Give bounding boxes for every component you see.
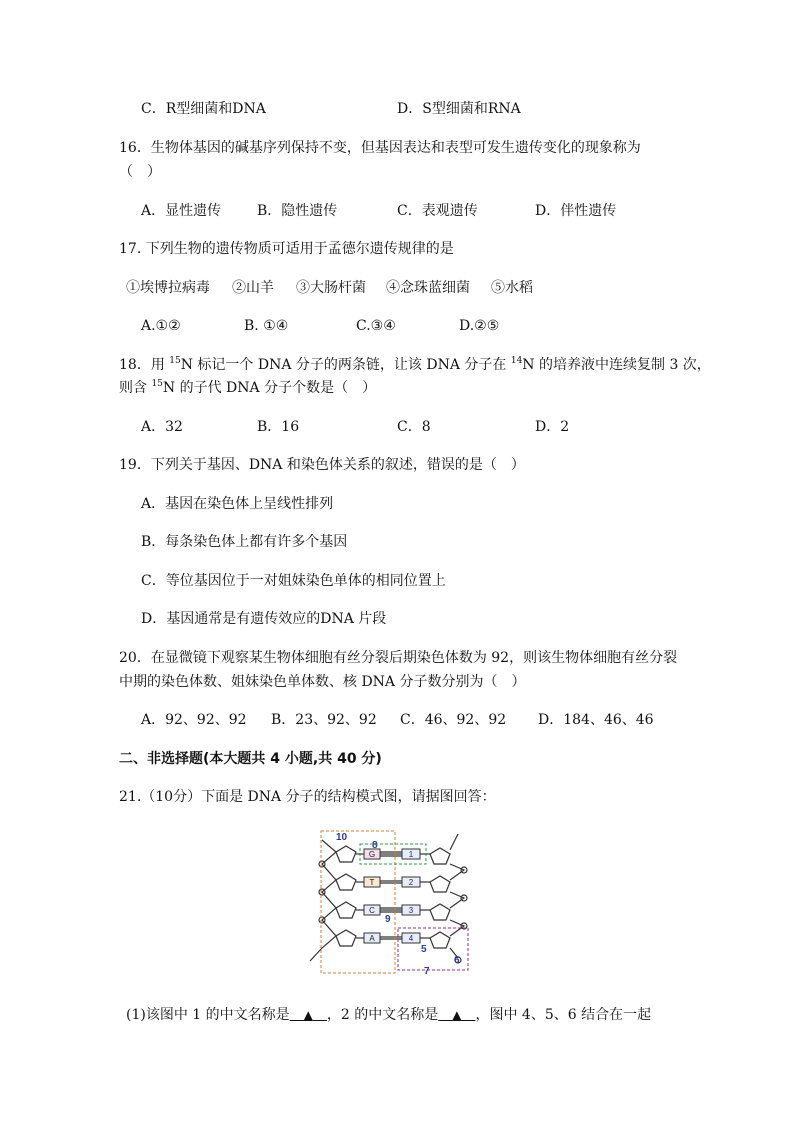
q16-option-d: D．伴性遗传 [535, 203, 617, 219]
q16-option-b: B．隐性遗传 [257, 203, 338, 219]
q20-option-b: B．23、92、92 [271, 712, 377, 728]
q17-item: ②山羊 [232, 280, 274, 296]
q18-stem-line2: 则含 $^{15}$N 的子代 DNA 分子个数是（ ） [119, 379, 377, 396]
q20-stem-line2: 中期的染色体数、姐妹染色单体数、核 DNA 分子数分别为（ ） [119, 674, 526, 690]
base-label-g: G [368, 850, 376, 859]
q15-option-d: D．S型细菌和RNA [397, 101, 521, 117]
q19-option-d: D．基因通常是有遗传效应的DNA 片段 [141, 611, 387, 627]
q19-option-c: C．等位基因位于一对姐妹染色单体的相同位置上 [141, 573, 446, 589]
q17-item: ⑤水稻 [491, 280, 533, 296]
q16-option-c: C．表观遗传 [397, 203, 478, 219]
q20-option-c: C．46、92、92 [400, 712, 507, 728]
q19-stem: 19．下列关于基因、DNA 和染色体关系的叙述，错误的是（ ） [119, 457, 525, 473]
q20-stem-line1: 20．在显微镜下观察某生物体细胞有丝分裂后期染色体数为 92，则该生物体细胞有丝分裂 [119, 650, 678, 666]
q17-option-a: A.①② [141, 318, 181, 334]
q17-item: ④念珠蓝细菌 [386, 280, 470, 296]
q21-stem: 21.（10分）下面是 DNA 分子的结构模式图，请据图回答： [119, 789, 496, 805]
q16-stem: 16．生物体基因的碱基序列保持不变，但基因表达和表型可发生遗传变化的现象称为 [119, 140, 641, 156]
label-1: 1 [408, 850, 414, 859]
label-7: 7 [424, 966, 430, 976]
label-3: 3 [408, 906, 414, 915]
q18-stem-line1: 18．用 $^{15}$N 标记一个 DNA 分子的两条链，让该 DNA 分子在 $^{14}$N 的培养液中连续复制 3 次， [119, 356, 711, 373]
q17-option-b: B. ①④ [244, 318, 289, 334]
label-6: 6 [454, 955, 460, 966]
q17-option-d: D.②⑤ [459, 318, 500, 334]
label-9: 9 [385, 914, 391, 925]
section-heading: 二、非选择题(本大题共 4 小题,共 40 分) [119, 751, 382, 767]
q19-option-a: A．基因在染色体上呈线性排列 [141, 496, 334, 512]
dna-structure-diagram [308, 826, 480, 976]
q15-option-c: C．R型细菌和DNA [141, 101, 266, 117]
base-label-c: C [369, 906, 375, 915]
answer-blank-1[interactable]: ▲ [303, 1008, 313, 1022]
base-label-a: A [369, 934, 375, 943]
q20-option-a: A．92、92、92 [141, 712, 247, 728]
q17-stem: 17. 下列生物的遗传物质可适用于孟德尔遗传规律的是 [119, 241, 454, 257]
label-2: 2 [408, 878, 414, 887]
q21-sub1: (1)该图中 1 的中文名称是 ▲ ，2 的中文名称是 ▲ ，图中 4、5、6 结合在一起 [126, 1007, 652, 1023]
q17-item: ③大肠杆菌 [296, 280, 366, 296]
answer-blank-2[interactable]: ▲ [452, 1008, 462, 1022]
base-label-t: T [369, 878, 375, 887]
label-5: 5 [421, 944, 427, 955]
label-4: 4 [408, 934, 414, 943]
label-10: 10 [336, 832, 348, 843]
q20-option-d: D．184、46、46 [538, 712, 654, 728]
q18-option-b: B．16 [257, 419, 300, 435]
q18-option-a: A．32 [141, 419, 183, 435]
q18-option-c: C．8 [397, 419, 431, 435]
label-8: 8 [372, 840, 378, 851]
q19-option-b: B．每条染色体上都有许多个基因 [141, 534, 348, 550]
q17-option-c: C.③④ [356, 318, 396, 334]
q16-bracket: （ ） [119, 164, 161, 180]
q17-item: ①埃博拉病毒 [126, 280, 210, 296]
q18-option-d: D．2 [535, 419, 570, 435]
q16-option-a: A．显性遗传 [141, 203, 222, 219]
